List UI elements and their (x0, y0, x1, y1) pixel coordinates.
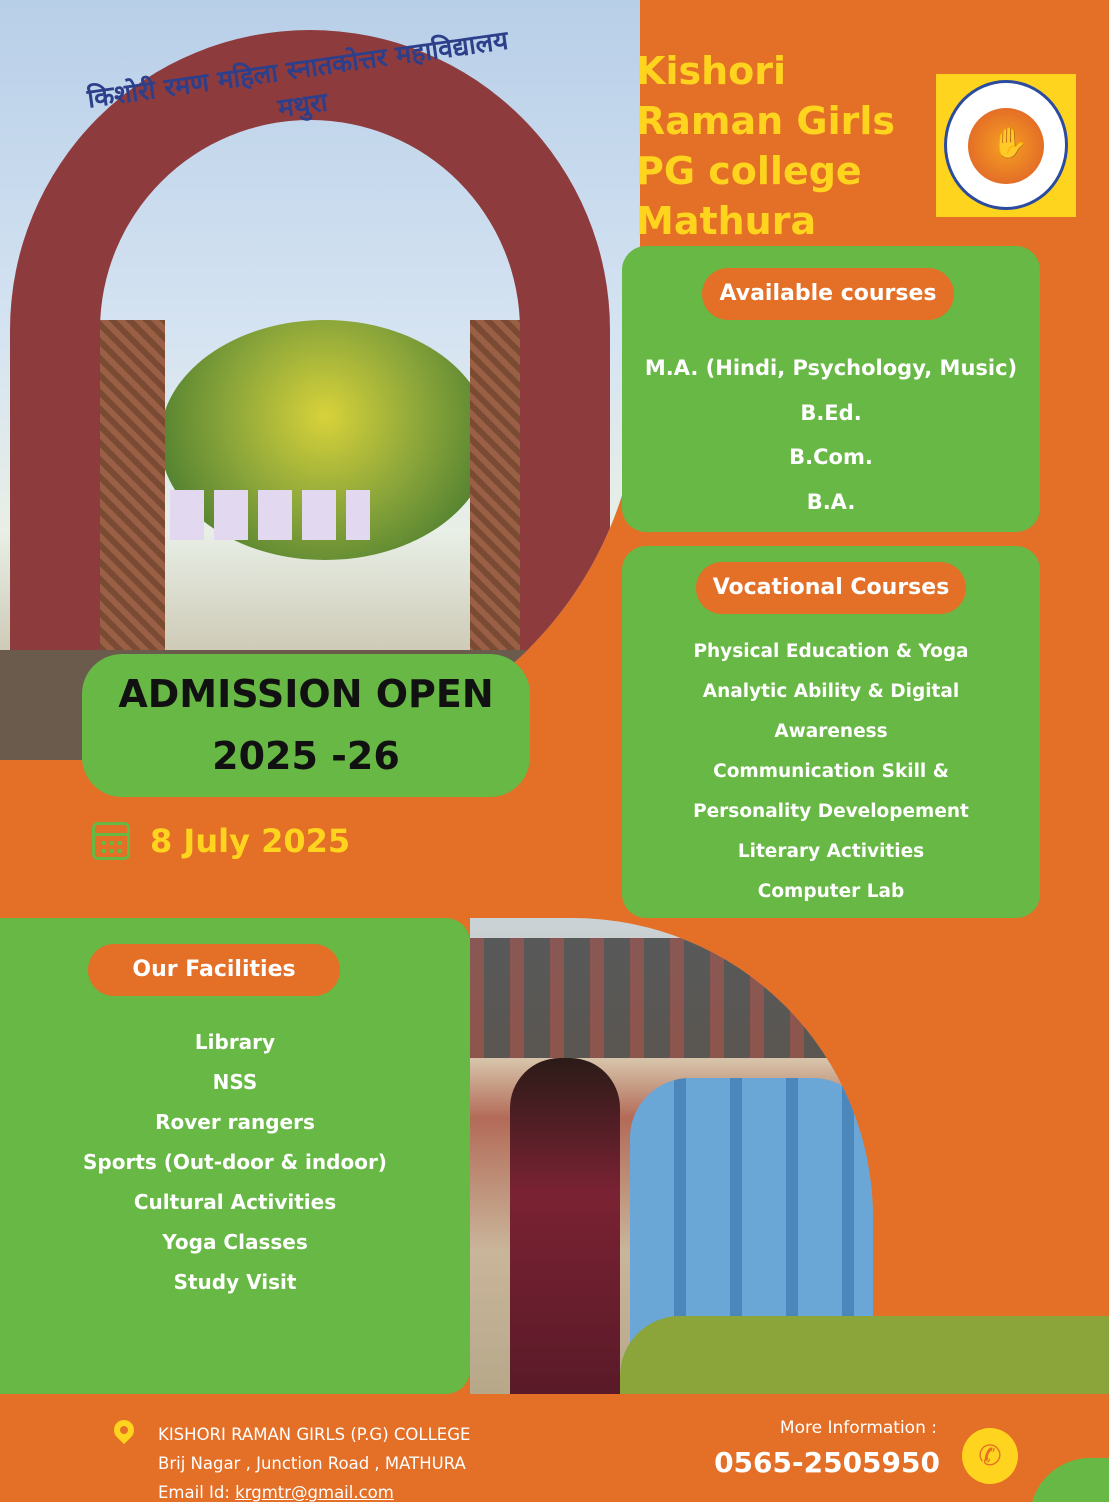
location-pin-icon (110, 1416, 138, 1444)
facilities-list (0, 1022, 470, 1302)
college-title-line: Raman Girls (636, 99, 896, 143)
college-title-line: Mathura (636, 199, 817, 243)
available-courses-panel (622, 246, 1040, 532)
facilities-panel (0, 918, 470, 1394)
facility-item: Rover rangers (155, 1110, 315, 1134)
course-item: M.A. (Hindi, Psychology, Music) (644, 356, 1018, 380)
facility-item: Study Visit (173, 1270, 297, 1294)
vocational-courses-heading: Vocational Courses (696, 562, 966, 614)
admission-date-text: 8 July 2025 (150, 822, 351, 860)
college-title-line: PG college (636, 149, 862, 193)
phone-icon[interactable]: ✆ (962, 1428, 1018, 1484)
college-title-line: Kishori (636, 49, 787, 93)
vocational-courses-list (622, 632, 1040, 912)
email-link[interactable]: krgmtr@gmail.com (235, 1483, 394, 1502)
footer-address (158, 1420, 470, 1502)
vocational-item: Literary Activities (737, 841, 925, 862)
campus-photo-teacher (510, 1058, 620, 1394)
gate-photo-students-papers (170, 490, 370, 540)
email-line (158, 1478, 470, 1502)
facility-item: NSS (212, 1070, 258, 1094)
college-logo (936, 74, 1076, 217)
decorative-green-corner (1030, 1458, 1109, 1502)
facility-item: Sports (Out-door & indoor) (83, 1150, 387, 1174)
admission-session-text: 2025 -26 (212, 734, 400, 778)
available-courses-list (622, 346, 1040, 524)
email-label: Email Id: (158, 1483, 236, 1502)
course-item: B.Ed. (800, 400, 862, 425)
college-title (636, 46, 926, 246)
vocational-item: Communication Skill & (713, 761, 949, 782)
facility-item: Yoga Classes (162, 1230, 308, 1254)
admission-open-banner (82, 654, 530, 797)
calendar-icon (92, 822, 130, 860)
vocational-item: Personality Developement (693, 801, 969, 822)
vocational-item: Analytic Ability & Digital (702, 681, 960, 702)
college-gate-photo (0, 0, 640, 760)
facility-item: Cultural Activities (133, 1190, 337, 1214)
facility-item: Library (194, 1030, 276, 1054)
decorative-green-strip (620, 1316, 1109, 1394)
vocational-item: Computer Lab (757, 881, 905, 902)
phone-number[interactable]: 0565-2505950 (714, 1446, 940, 1479)
campus-photo-building (470, 938, 873, 1058)
vocational-courses-panel (622, 546, 1040, 918)
admission-open-text: ADMISSION OPEN (118, 672, 494, 716)
available-courses-heading: Available courses (702, 268, 954, 320)
facilities-heading: Our Facilities (88, 944, 340, 996)
course-item: B.A. (806, 489, 856, 514)
lamp-icon: ✋ (991, 126, 1029, 161)
address-line: KISHORI RAMAN GIRLS (P.G) COLLEGE (158, 1425, 471, 1444)
vocational-item: Physical Education & Yoga (693, 641, 969, 662)
vocational-item: Awareness (774, 721, 888, 742)
course-item: B.Com. (789, 445, 873, 469)
address-line: Brij Nagar , Junction Road , MATHURA (158, 1454, 466, 1473)
gate-sign-text: किशोरी रमण महिला स्नातकोत्तर महाविद्यालय मथुरा (85, 25, 511, 125)
more-information-label: More Information : (779, 1418, 937, 1438)
